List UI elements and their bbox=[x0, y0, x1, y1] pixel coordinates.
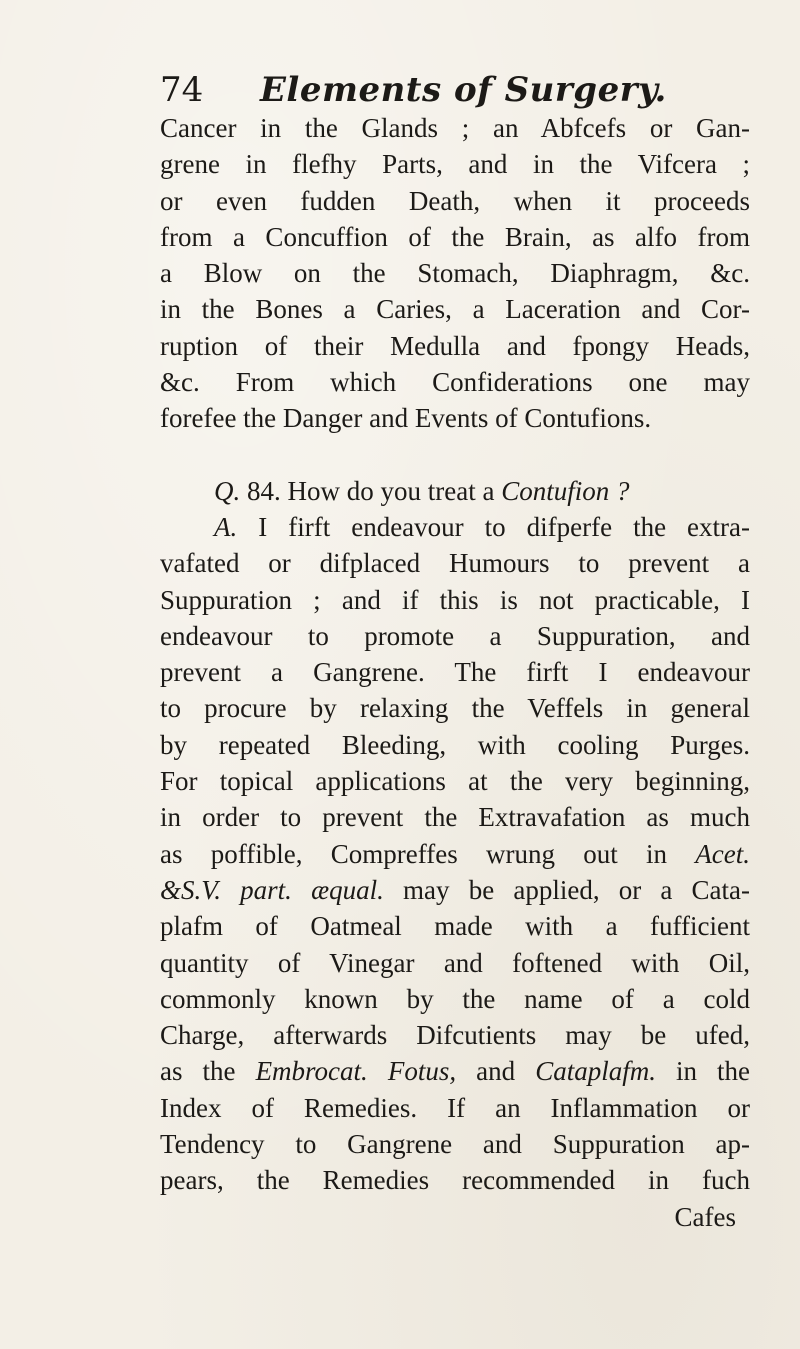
question-number: 84. bbox=[247, 475, 281, 506]
text-span: in the bbox=[676, 1056, 750, 1087]
text-line: in the Bones a Caries, a Laceration and Cor- bbox=[160, 294, 750, 325]
text-line: to procure by relaxing the Veffels in general bbox=[160, 693, 750, 724]
question-text: How do you treat a bbox=[287, 475, 495, 506]
text-line: pears, the Remedies recommended in fuch bbox=[160, 1165, 750, 1196]
text-line: or even fudden Death, when it proceeds bbox=[160, 185, 750, 216]
text-line bbox=[160, 1053, 750, 1089]
page-header bbox=[160, 68, 680, 112]
text-span: may be applied, or a Cata- bbox=[403, 874, 750, 905]
paragraph-gap bbox=[160, 437, 750, 473]
answer-line bbox=[160, 509, 750, 545]
text-line: &c. From which Confiderations one may bbox=[160, 367, 750, 398]
body-text bbox=[160, 110, 750, 1235]
term-sv-part: &S.V. part. æqual. bbox=[160, 874, 384, 905]
text-line: plafm of Oatmeal made with a fufficient bbox=[160, 911, 750, 942]
text-line bbox=[160, 872, 750, 908]
text-line: commonly known by the name of a cold bbox=[160, 983, 750, 1014]
text-line: Charge, afterwards Difcutients may be ufed, bbox=[160, 1020, 750, 1051]
text-line: vafated or difplaced Humours to prevent a bbox=[160, 548, 750, 579]
text-line: Cancer in the Glands ; an Abfcefs or Gan- bbox=[160, 113, 750, 143]
text-line: grene in flefhy Parts, and in the Vifcera ; bbox=[160, 149, 750, 180]
text-line: Suppuration ; and if this is not practicable, I bbox=[160, 584, 750, 615]
text-line: from a Concuffion of the Brain, as alfo from bbox=[160, 221, 750, 252]
text-line: endeavour to promote a Suppuration, and bbox=[160, 620, 750, 651]
text-line: by repeated Bleeding, with cooling Purges. bbox=[160, 729, 750, 760]
term-cataplafm: Cataplafm. bbox=[535, 1056, 656, 1087]
answer-marker: A. bbox=[214, 511, 238, 542]
text-line: a Blow on the Stomach, Diaphragm, &c. bbox=[160, 258, 750, 289]
text-span: and bbox=[476, 1056, 516, 1087]
text-line: Tendency to Gangrene and Suppuration ap- bbox=[160, 1129, 750, 1160]
term-fotus: Fotus, bbox=[387, 1056, 457, 1087]
question-marker: Q. bbox=[214, 475, 241, 506]
text-line: forefee the Danger and Events of Contufions. bbox=[160, 403, 652, 434]
text-line: ruption of their Medulla and fpongy Heads, bbox=[160, 330, 750, 361]
text-span: as poffible, Compreffes wrung out in bbox=[160, 838, 668, 869]
catchword: Cafes bbox=[674, 1201, 736, 1232]
term-embrocat: Embrocat. bbox=[255, 1056, 368, 1087]
question-term: Contufion ? bbox=[501, 475, 630, 506]
question-line bbox=[160, 473, 750, 509]
term-acet: Acet. bbox=[695, 838, 750, 869]
text-line: in order to prevent the Extravafation as much bbox=[160, 802, 750, 833]
text-line bbox=[160, 836, 750, 872]
answer-text: I firft endeavour to difperfe the extra- bbox=[258, 511, 750, 542]
page-number: 74 bbox=[160, 70, 204, 110]
text-span: as the bbox=[160, 1056, 236, 1087]
text-line: For topical applications at the very beginning, bbox=[160, 766, 750, 797]
text-line: prevent a Gangrene. The firft I endeavour bbox=[160, 657, 750, 688]
text-line: quantity of Vinegar and foftened with Oil, bbox=[160, 947, 750, 978]
running-title: Elements of Surgery. bbox=[260, 70, 667, 110]
text-line: Index of Remedies. If an Inflammation or bbox=[160, 1092, 750, 1123]
